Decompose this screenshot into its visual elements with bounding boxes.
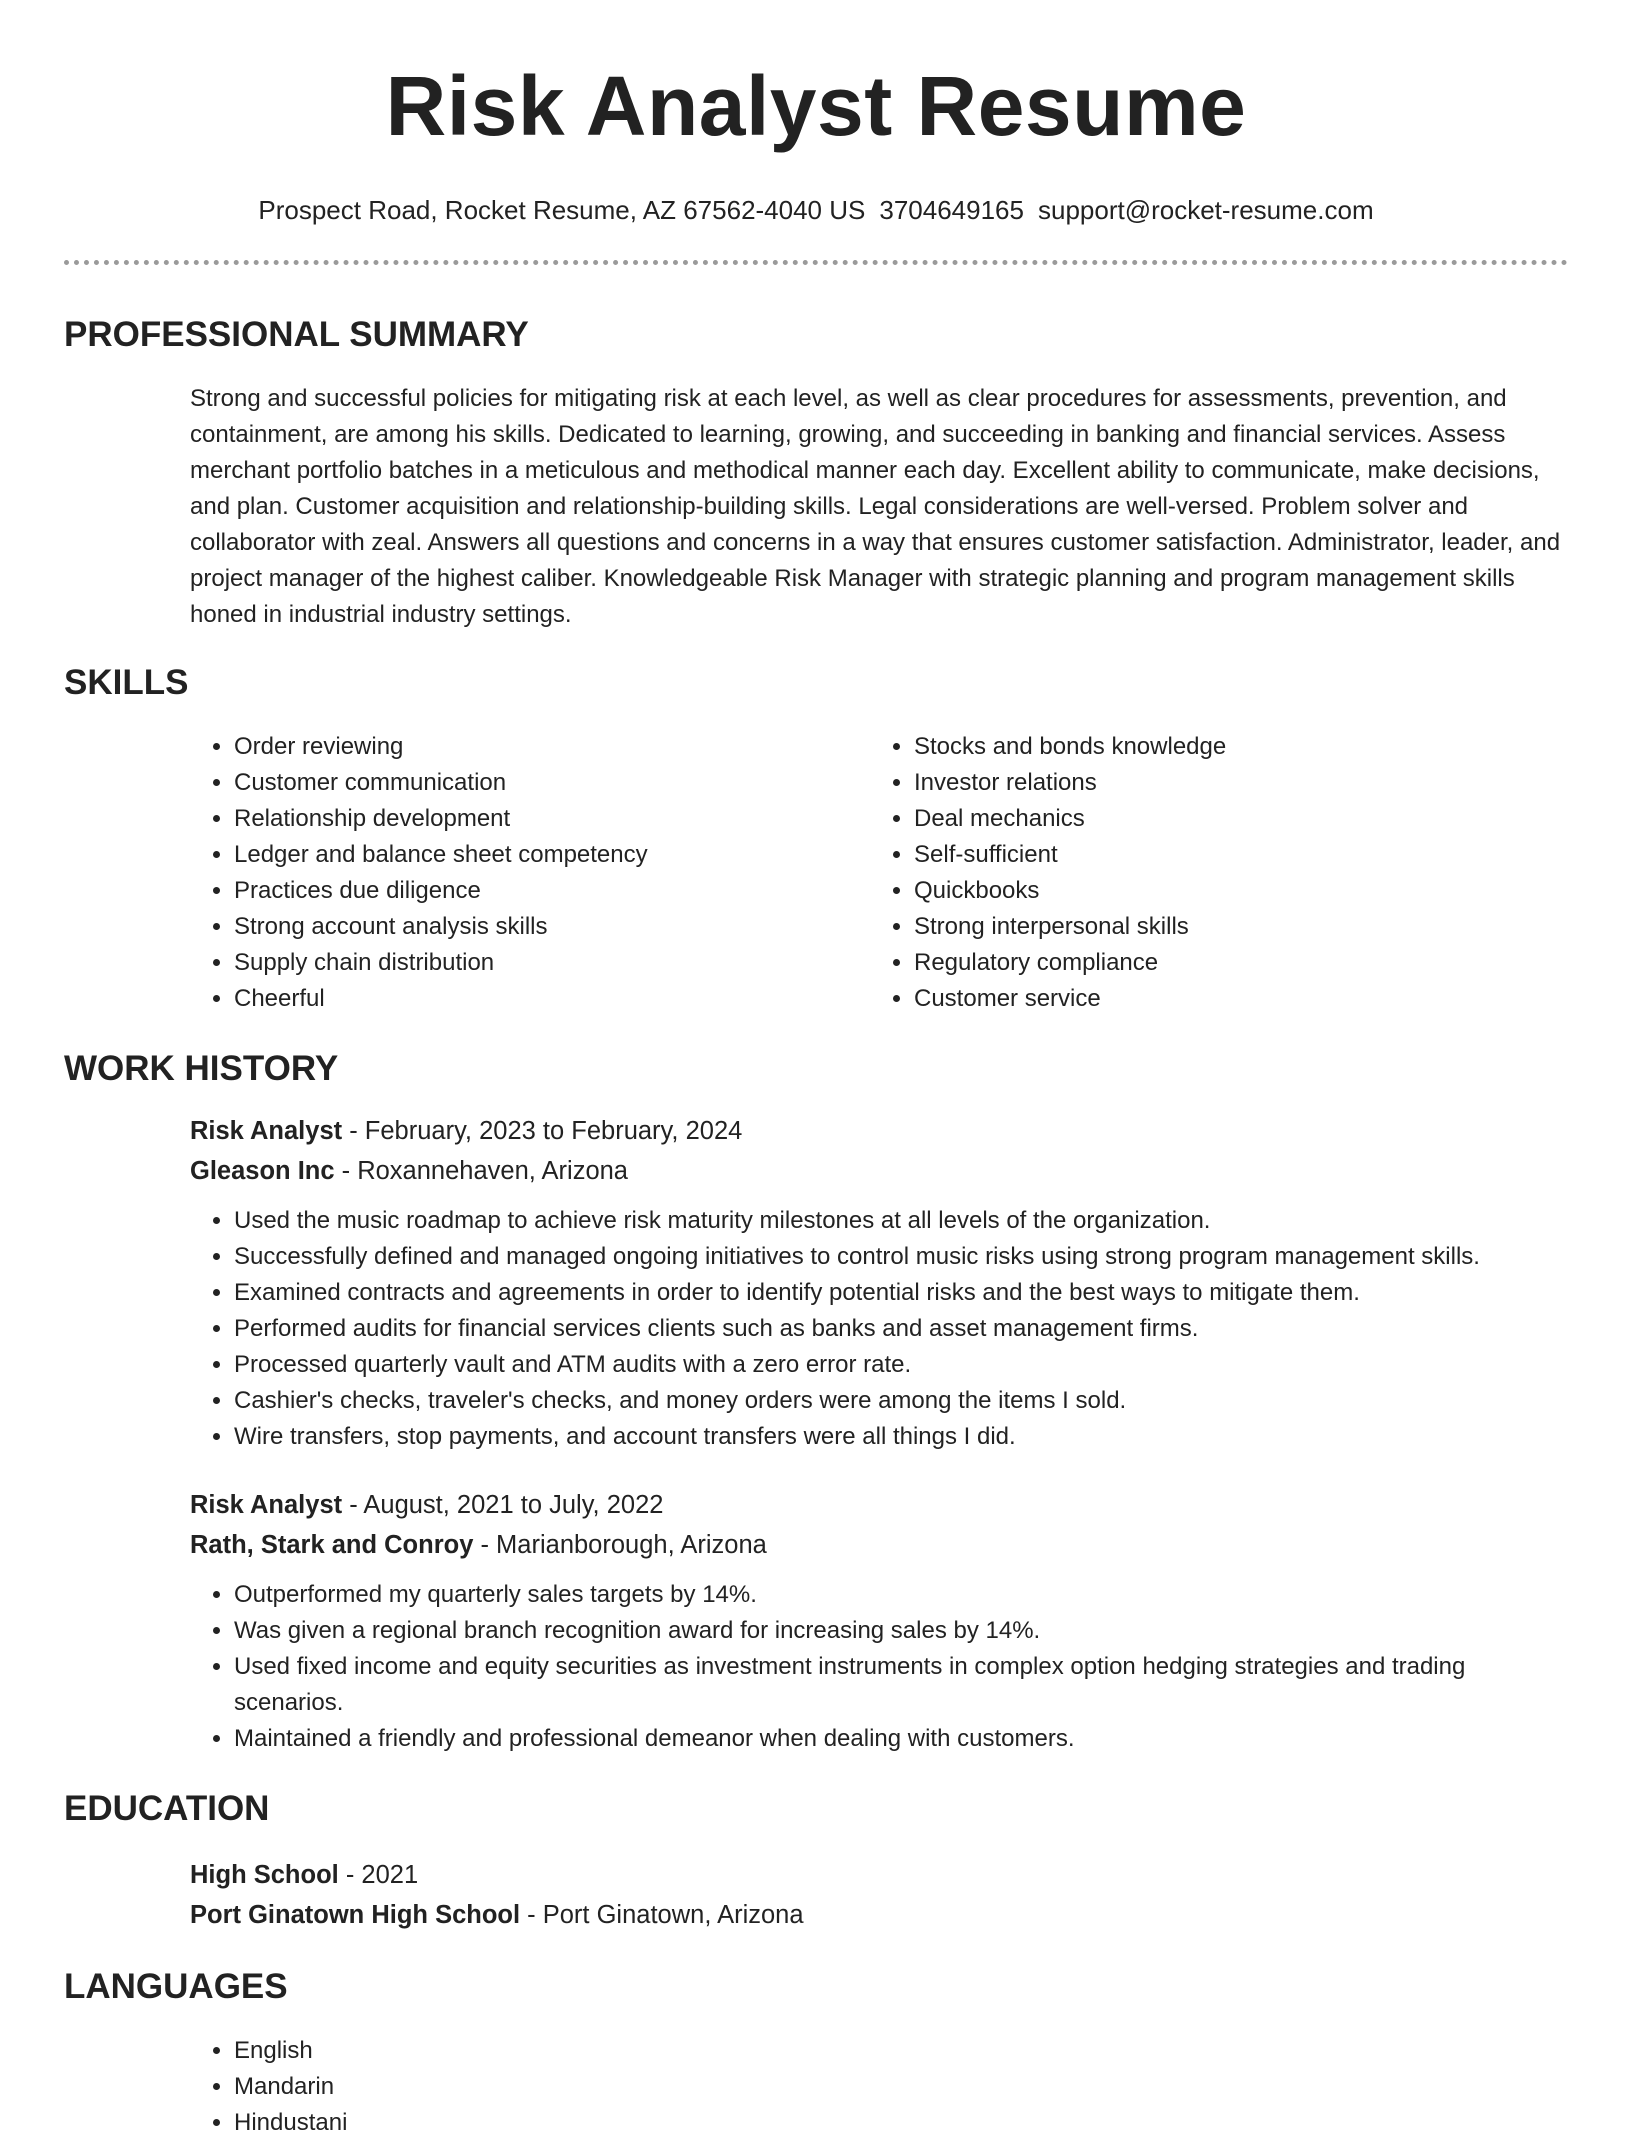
education-degree: High School [190, 1861, 339, 1889]
skill-item: • Investor relations [914, 765, 1550, 801]
skills-column-left [190, 729, 870, 1017]
job-bullet: • Examined contracts and agreements in order to identify potential risks and the best ways to mitigate them. [234, 1275, 1568, 1311]
skill-item: • Regulatory compliance [914, 945, 1550, 981]
job-role-line [190, 1111, 1568, 1151]
job-company-line [190, 1525, 1568, 1565]
skill-item: • Practices due diligence [234, 873, 870, 909]
skill-item: • Stocks and bonds knowledge [914, 729, 1550, 765]
job-bullet: • Used the music roadmap to achieve risk maturity milestones at all levels of the organization. [234, 1203, 1568, 1239]
job-bullet: • Wire transfers, stop payments, and account transfers were all things I did. [234, 1419, 1568, 1455]
skill-item: • Deal mechanics [914, 801, 1550, 837]
language-item: • Hindustani [234, 2105, 1568, 2141]
job-company: Rath, Stark and Conroy [190, 1531, 474, 1559]
job-bullet: • Performed audits for financial services clients such as banks and asset management firms. [234, 1311, 1568, 1347]
job-bullet: • Maintained a friendly and professional demeanor when dealing with customers. [234, 1721, 1568, 1757]
header-divider [64, 260, 1568, 265]
job-entry [190, 1485, 1568, 1565]
job-dates: - February, 2023 to February, 2024 [342, 1117, 743, 1145]
skill-item: • Relationship development [234, 801, 870, 837]
job-bullet: • Processed quarterly vault and ATM audits with a zero error rate. [234, 1347, 1568, 1383]
summary-text: Strong and successful policies for mitigating risk at each level, as well as clear procedures for assessments, prevention, and containment, are among his skills. Dedicated to learning, growing, and succeeding in banking and financial services. Assess merchant portfolio batches in a meticulous and methodical manner each day. Excellent ability to communicate, make decisions, and plan. Customer acquisition and relationship-building skills. Legal considerations are well-versed. Problem solver and collaborator with zeal. Answers all questions and concerns in a way that ensures customer satisfaction. Administrator, leader, and project manager of the highest caliber. Knowledgeable Risk Manager with strategic planning and program management skills honed in industrial industry settings. [190, 385, 1561, 628]
contact-line [64, 194, 1568, 226]
education-school: Port Ginatown High School [190, 1901, 521, 1929]
job-bullets [190, 1203, 1568, 1455]
skill-item: • Ledger and balance sheet competency [234, 837, 870, 873]
job-location: - Marianborough, Arizona [473, 1531, 767, 1559]
skills-column-right [870, 729, 1550, 1017]
resume-page [64, 0, 1568, 2141]
job-bullet: • Successfully defined and managed ongoing initiatives to control music risks using strong program management skills. [234, 1239, 1568, 1275]
work-history-heading: WORK HISTORY [64, 1049, 339, 1088]
education-degree-line [190, 1855, 1568, 1895]
job-bullets [190, 1577, 1568, 1757]
job-bullet: • Outperformed my quarterly sales targets by 14%. [234, 1577, 1568, 1613]
skills-heading: SKILLS [64, 663, 189, 702]
job-entry [190, 1111, 1568, 1191]
education-heading: EDUCATION [64, 1789, 270, 1828]
skill-item: • Order reviewing [234, 729, 870, 765]
summary-heading: PROFESSIONAL SUMMARY [64, 315, 529, 354]
skill-item: • Customer communication [234, 765, 870, 801]
education-school-line [190, 1895, 1568, 1935]
job-dates: - August, 2021 to July, 2022 [342, 1491, 664, 1519]
education-entry [190, 1855, 1568, 1935]
job-role-line [190, 1485, 1568, 1525]
skill-item: • Strong interpersonal skills [914, 909, 1550, 945]
job-role: Risk Analyst [190, 1117, 343, 1145]
job-bullet: • Was given a regional branch recognition award for increasing sales by 14%. [234, 1613, 1568, 1649]
job-bullet: • Used fixed income and equity securities as investment instruments in complex option hedging strategies and trading scenarios. [234, 1649, 1568, 1721]
resume-title: Risk Analyst Resume [385, 59, 1247, 153]
job-location: - Roxannehaven, Arizona [334, 1157, 628, 1185]
job-company: Gleason Inc [190, 1157, 335, 1185]
language-item: • English [234, 2033, 1568, 2069]
contact-phone: 3704649165 [879, 195, 1024, 225]
languages-heading: LANGUAGES [64, 1967, 288, 2006]
job-role: Risk Analyst [190, 1491, 343, 1519]
job-bullet: • Cashier's checks, traveler's checks, and money orders were among the items I sold. [234, 1383, 1568, 1419]
skill-item: • Strong account analysis skills [234, 909, 870, 945]
skill-item: • Quickbooks [914, 873, 1550, 909]
skill-item: • Self-sufficient [914, 837, 1550, 873]
skills-grid [190, 729, 1568, 1017]
skill-item: • Customer service [914, 981, 1550, 1017]
contact-address: Prospect Road, Rocket Resume, AZ 67562-4040 US [258, 195, 866, 225]
education-location: - Port Ginatown, Arizona [520, 1901, 804, 1929]
job-company-line [190, 1151, 1568, 1191]
languages-list [190, 2033, 1568, 2141]
language-item: • Mandarin [234, 2069, 1568, 2105]
skill-item: • Supply chain distribution [234, 945, 870, 981]
education-year: - 2021 [338, 1861, 419, 1889]
skill-item: • Cheerful [234, 981, 870, 1017]
contact-email: support@rocket-resume.com [1037, 195, 1374, 225]
